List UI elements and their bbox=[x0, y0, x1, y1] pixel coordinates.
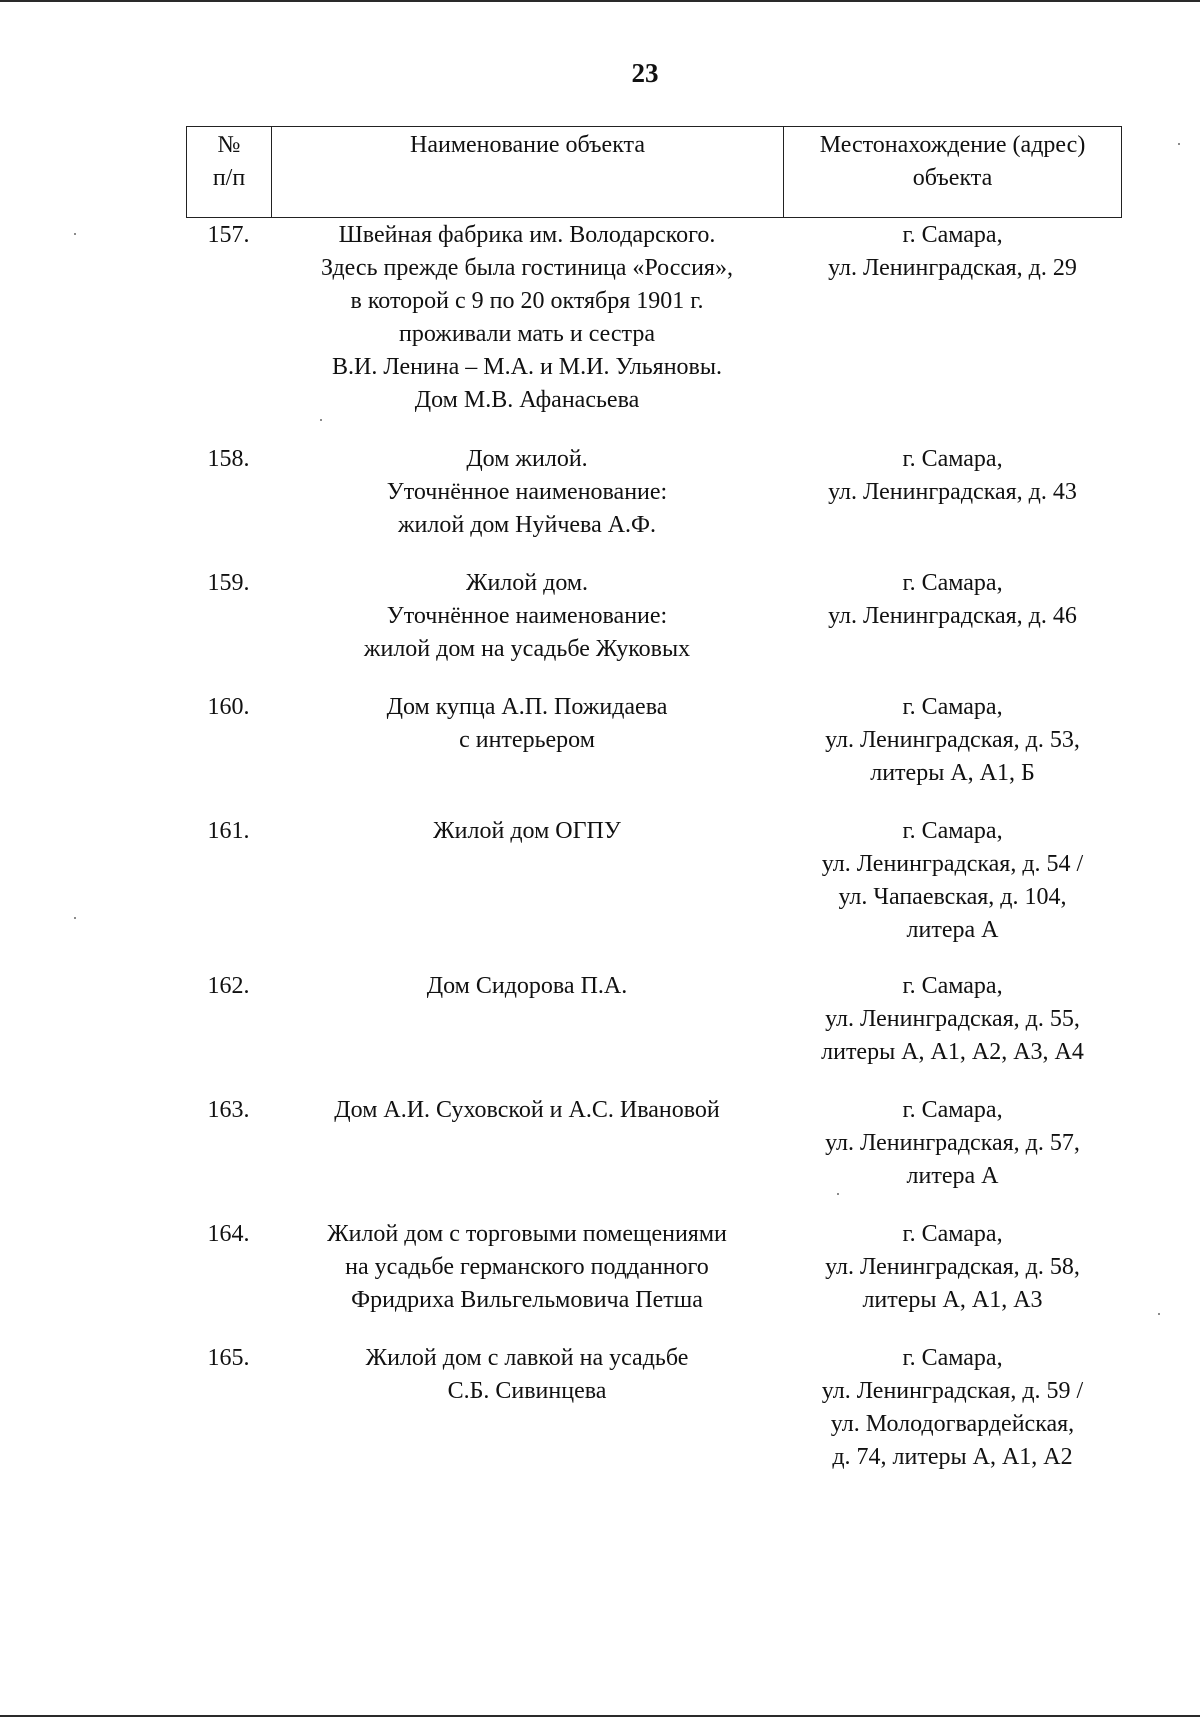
scan-speck bbox=[1178, 143, 1180, 145]
table-row bbox=[186, 443, 1122, 542]
object-address: г. Самара, ул. Ленинградская, д. 59 / ул. Молодогвардейская, д. 74, литеры А, А1, А2 bbox=[821, 1345, 1084, 1470]
object-name: Жилой дом ОГПУ bbox=[433, 818, 621, 844]
table-row bbox=[186, 567, 1122, 666]
object-address: г. Самара, ул. Ленинградская, д. 55, литеры А, А1, А2, А3, А4 bbox=[821, 973, 1084, 1065]
row-number: 161. bbox=[207, 818, 250, 844]
table-row bbox=[186, 1094, 1122, 1193]
object-address: г. Самара, ул. Ленинградская, д. 54 / ул. Чапаевская, д. 104, литера А bbox=[821, 818, 1084, 943]
scan-speck bbox=[74, 233, 76, 235]
object-address: г. Самара, ул. Ленинградская, д. 58, литеры А, А1, А3 bbox=[825, 1221, 1080, 1313]
table-body bbox=[186, 219, 1122, 1519]
table-row bbox=[186, 691, 1122, 790]
object-name: Жилой дом с лавкой на усадьбе С.Б. Сивинцева bbox=[365, 1345, 689, 1404]
table-row bbox=[186, 219, 1122, 417]
row-number: 158. bbox=[207, 446, 250, 472]
scan-speck bbox=[837, 1193, 839, 1195]
header-name-column: Наименование объекта bbox=[272, 127, 784, 217]
scan-speck bbox=[320, 419, 322, 421]
table-row bbox=[186, 1218, 1122, 1317]
row-number: 159. bbox=[207, 570, 250, 596]
page-top-edge bbox=[0, 0, 1200, 2]
object-address: г. Самара, ул. Ленинградская, д. 53, литеры А, А1, Б bbox=[825, 694, 1080, 786]
object-name: Дом А.И. Суховской и А.С. Ивановой bbox=[334, 1097, 720, 1123]
row-number: 157. bbox=[207, 222, 250, 248]
object-name: Дом купца А.П. Пожидаева с интерьером bbox=[386, 694, 668, 753]
row-number: 162. bbox=[207, 973, 250, 999]
header-number-column: № п/п bbox=[187, 127, 272, 217]
header-address-column: Местонахождение (адрес) объекта bbox=[819, 132, 1086, 191]
table-row bbox=[186, 1342, 1122, 1474]
table-row bbox=[186, 815, 1122, 947]
object-name: Жилой дом с торговыми помещениями на усадьбе германского подданного Фридриха Вильгельмовича Петша bbox=[327, 1221, 727, 1313]
scan-speck bbox=[1158, 1313, 1160, 1315]
object-address: г. Самара, ул. Ленинградская, д. 29 bbox=[828, 222, 1077, 281]
page-number: 23 bbox=[631, 58, 659, 88]
object-address: г. Самара, ул. Ленинградская, д. 46 bbox=[828, 570, 1077, 629]
object-name: Жилой дом. Уточнённое наименование: жилой дом на усадьбе Жуковых bbox=[363, 570, 691, 662]
object-address: г. Самара, ул. Ленинградская, д. 43 bbox=[828, 446, 1077, 505]
object-address: г. Самара, ул. Ленинградская, д. 57, литера А bbox=[825, 1097, 1080, 1189]
row-number: 164. bbox=[207, 1221, 250, 1247]
object-name: Дом жилой. Уточнённое наименование: жилой дом Нуйчева А.Ф. bbox=[386, 446, 668, 538]
table-header bbox=[186, 126, 1122, 218]
row-number: 160. bbox=[207, 694, 250, 720]
object-name: Дом Сидорова П.А. bbox=[426, 973, 628, 999]
object-name: Швейная фабрика им. Володарского. Здесь прежде была гостиница «Россия», в которой с 9 по 20 октября 1901 г. проживали мать и сестра В.И. Ленина – М.А. и М.И. Ульяновы. Дом М.В. Афанасьева bbox=[321, 222, 733, 413]
table-row bbox=[186, 970, 1122, 1069]
scan-speck bbox=[74, 917, 76, 919]
row-number: 165. bbox=[207, 1345, 250, 1371]
row-number: 163. bbox=[207, 1097, 250, 1123]
